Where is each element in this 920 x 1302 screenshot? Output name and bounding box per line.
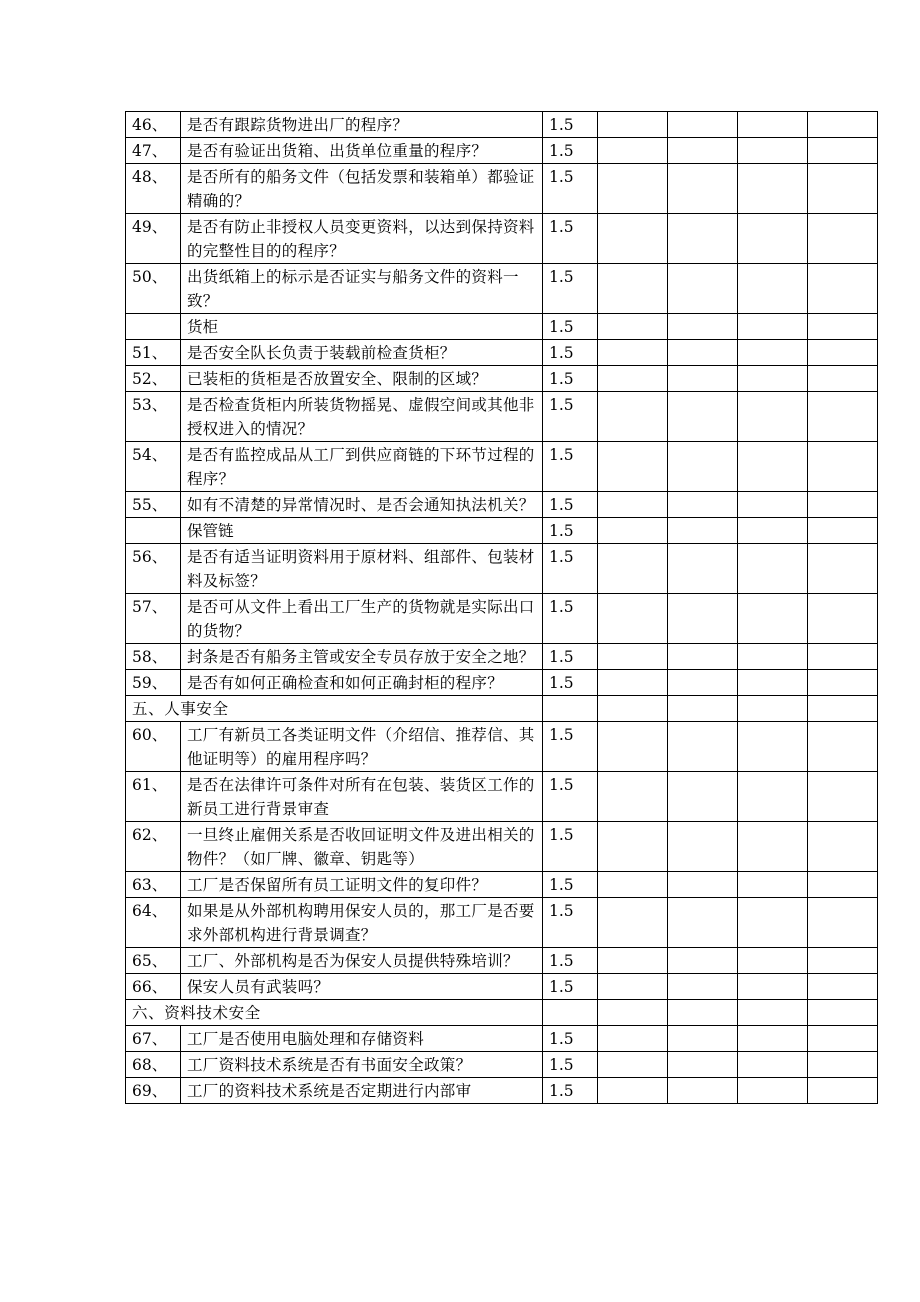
score-cell: 1.5 xyxy=(543,644,598,670)
check-cell-4 xyxy=(808,544,878,594)
check-cell-2 xyxy=(668,594,738,644)
score-cell: 1.5 xyxy=(543,670,598,696)
check-cell-2 xyxy=(668,214,738,264)
item-number: 51、 xyxy=(126,340,181,366)
table-row xyxy=(126,722,878,772)
check-cell-3 xyxy=(738,696,808,722)
item-number: 64、 xyxy=(126,898,181,948)
score-cell: 1.5 xyxy=(543,822,598,872)
check-cell-3 xyxy=(738,214,808,264)
question-text: 是否可从文件上看出工厂生产的货物就是实际出口的货物？ xyxy=(181,594,543,644)
table-row xyxy=(126,492,878,518)
check-cell-2 xyxy=(668,264,738,314)
table-row xyxy=(126,138,878,164)
check-cell-2 xyxy=(668,366,738,392)
check-cell-2 xyxy=(668,898,738,948)
check-cell-2 xyxy=(668,872,738,898)
question-text: 工厂资料技术系统是否有书面安全政策？ xyxy=(181,1052,543,1078)
score-cell: 1.5 xyxy=(543,492,598,518)
item-number: 46、 xyxy=(126,112,181,138)
check-cell-1 xyxy=(598,366,668,392)
question-text: 一旦终止雇佣关系是否收回证明文件及进出相关的物件？（如厂牌、徽章、钥匙等） xyxy=(181,822,543,872)
question-text: 是否有如何正确检查和如何正确封柜的程序？ xyxy=(181,670,543,696)
check-cell-1 xyxy=(598,314,668,340)
check-cell-1 xyxy=(598,772,668,822)
section-row xyxy=(126,696,878,722)
score-cell: 1.5 xyxy=(543,722,598,772)
check-cell-3 xyxy=(738,164,808,214)
score-cell: 1.5 xyxy=(543,366,598,392)
subsection-label: 保管链 xyxy=(181,518,543,544)
table-row xyxy=(126,1078,878,1104)
check-cell-2 xyxy=(668,164,738,214)
item-number: 69、 xyxy=(126,1078,181,1104)
score-cell: 1.5 xyxy=(543,264,598,314)
check-cell-2 xyxy=(668,1000,738,1026)
question-text: 工厂是否保留所有员工证明文件的复印件？ xyxy=(181,872,543,898)
check-cell-2 xyxy=(668,822,738,872)
score-cell: 1.5 xyxy=(543,442,598,492)
check-cell-3 xyxy=(738,1000,808,1026)
check-cell-4 xyxy=(808,1052,878,1078)
check-cell-2 xyxy=(668,670,738,696)
check-cell-3 xyxy=(738,366,808,392)
item-number xyxy=(126,518,181,544)
question-text: 工厂的资料技术系统是否定期进行内部审 xyxy=(181,1078,543,1104)
check-cell-2 xyxy=(668,1078,738,1104)
check-cell-4 xyxy=(808,492,878,518)
check-cell-3 xyxy=(738,722,808,772)
item-number xyxy=(126,314,181,340)
check-cell-2 xyxy=(668,948,738,974)
security-checklist-table xyxy=(125,111,878,1104)
check-cell-3 xyxy=(738,518,808,544)
question-text: 工厂、外部机构是否为保安人员提供特殊培训？ xyxy=(181,948,543,974)
item-number: 55、 xyxy=(126,492,181,518)
subsection-label: 货柜 xyxy=(181,314,543,340)
question-text: 是否在法律许可条件对所有在包装、装货区工作的新员工进行背景审查 xyxy=(181,772,543,822)
score-cell: 1.5 xyxy=(543,340,598,366)
question-text: 是否所有的船务文件（包括发票和装箱单）都验证精确的？ xyxy=(181,164,543,214)
question-text: 已装柜的货柜是否放置安全、限制的区域？ xyxy=(181,366,543,392)
item-number: 66、 xyxy=(126,974,181,1000)
item-number: 60、 xyxy=(126,722,181,772)
section-heading: 六、资料技术安全 xyxy=(126,1000,543,1026)
check-cell-2 xyxy=(668,772,738,822)
table-row xyxy=(126,366,878,392)
check-cell-1 xyxy=(598,1078,668,1104)
check-cell-3 xyxy=(738,1052,808,1078)
score-cell: 1.5 xyxy=(543,948,598,974)
check-cell-2 xyxy=(668,1026,738,1052)
score-cell: 1.5 xyxy=(543,518,598,544)
table-row xyxy=(126,974,878,1000)
table-row xyxy=(126,112,878,138)
check-cell-3 xyxy=(738,138,808,164)
question-text: 出货纸箱上的标示是否证实与船务文件的资料一致？ xyxy=(181,264,543,314)
score-cell: 1.5 xyxy=(543,594,598,644)
check-cell-4 xyxy=(808,670,878,696)
check-cell-2 xyxy=(668,518,738,544)
check-cell-1 xyxy=(598,1026,668,1052)
question-text: 是否有验证出货箱、出货单位重量的程序？ xyxy=(181,138,543,164)
check-cell-4 xyxy=(808,594,878,644)
item-number: 63、 xyxy=(126,872,181,898)
check-cell-1 xyxy=(598,974,668,1000)
question-text: 工厂是否使用电脑处理和存储资料 xyxy=(181,1026,543,1052)
check-cell-1 xyxy=(598,518,668,544)
check-cell-3 xyxy=(738,772,808,822)
check-cell-4 xyxy=(808,696,878,722)
item-number: 48、 xyxy=(126,164,181,214)
check-cell-3 xyxy=(738,112,808,138)
check-cell-4 xyxy=(808,644,878,670)
section-heading: 五、人事安全 xyxy=(126,696,543,722)
question-text: 是否有防止非授权人员变更资料，以达到保持资料的完整性目的的程序？ xyxy=(181,214,543,264)
check-cell-3 xyxy=(738,594,808,644)
table-row xyxy=(126,898,878,948)
check-cell-4 xyxy=(808,442,878,492)
check-cell-3 xyxy=(738,974,808,1000)
score-cell: 1.5 xyxy=(543,164,598,214)
check-cell-4 xyxy=(808,1026,878,1052)
item-number: 49、 xyxy=(126,214,181,264)
score-cell: 1.5 xyxy=(543,974,598,1000)
check-cell-3 xyxy=(738,314,808,340)
check-cell-2 xyxy=(668,1052,738,1078)
table-row xyxy=(126,392,878,442)
section-row xyxy=(126,1000,878,1026)
item-number: 61、 xyxy=(126,772,181,822)
check-cell-1 xyxy=(598,392,668,442)
item-number: 56、 xyxy=(126,544,181,594)
table-row xyxy=(126,1052,878,1078)
table-row xyxy=(126,872,878,898)
table-row xyxy=(126,264,878,314)
item-number: 62、 xyxy=(126,822,181,872)
score-cell: 1.5 xyxy=(543,1052,598,1078)
check-cell-4 xyxy=(808,366,878,392)
item-number: 53、 xyxy=(126,392,181,442)
check-cell-4 xyxy=(808,164,878,214)
item-number: 59、 xyxy=(126,670,181,696)
table-row xyxy=(126,948,878,974)
check-cell-1 xyxy=(598,670,668,696)
check-cell-3 xyxy=(738,544,808,594)
check-cell-1 xyxy=(598,1000,668,1026)
check-cell-1 xyxy=(598,340,668,366)
question-text: 是否有适当证明资料用于原材料、组部件、包装材料及标签？ xyxy=(181,544,543,594)
check-cell-3 xyxy=(738,264,808,314)
check-cell-3 xyxy=(738,340,808,366)
score-cell: 1.5 xyxy=(543,112,598,138)
check-cell-1 xyxy=(598,1052,668,1078)
item-number: 58、 xyxy=(126,644,181,670)
score-cell: 1.5 xyxy=(543,392,598,442)
check-cell-4 xyxy=(808,974,878,1000)
table-row xyxy=(126,772,878,822)
check-cell-4 xyxy=(808,314,878,340)
check-cell-3 xyxy=(738,948,808,974)
question-text: 封条是否有船务主管或安全专员存放于安全之地？ xyxy=(181,644,543,670)
score-cell xyxy=(543,1000,598,1026)
check-cell-3 xyxy=(738,442,808,492)
score-cell: 1.5 xyxy=(543,772,598,822)
check-cell-2 xyxy=(668,392,738,442)
check-cell-1 xyxy=(598,644,668,670)
table-row xyxy=(126,214,878,264)
score-cell xyxy=(543,696,598,722)
score-cell: 1.5 xyxy=(543,1078,598,1104)
check-cell-4 xyxy=(808,340,878,366)
question-text: 是否检查货柜内所装货物摇晃、虚假空间或其他非授权进入的情况？ xyxy=(181,392,543,442)
check-cell-1 xyxy=(598,264,668,314)
check-cell-1 xyxy=(598,822,668,872)
check-cell-4 xyxy=(808,392,878,442)
check-cell-1 xyxy=(598,442,668,492)
check-cell-4 xyxy=(808,214,878,264)
check-cell-2 xyxy=(668,722,738,772)
question-text: 如有不清楚的异常情况时、是否会通知执法机关？ xyxy=(181,492,543,518)
question-text: 是否有跟踪货物进出厂的程序？ xyxy=(181,112,543,138)
check-cell-3 xyxy=(738,822,808,872)
score-cell: 1.5 xyxy=(543,544,598,594)
item-number: 68、 xyxy=(126,1052,181,1078)
question-text: 工厂有新员工各类证明文件（介绍信、推荐信、其他证明等）的雇用程序吗？ xyxy=(181,722,543,772)
check-cell-1 xyxy=(598,544,668,594)
check-cell-1 xyxy=(598,112,668,138)
item-number: 57、 xyxy=(126,594,181,644)
check-cell-3 xyxy=(738,1026,808,1052)
check-cell-2 xyxy=(668,974,738,1000)
check-cell-1 xyxy=(598,594,668,644)
check-cell-2 xyxy=(668,112,738,138)
question-text: 是否有监控成品从工厂到供应商链的下环节过程的程序？ xyxy=(181,442,543,492)
check-cell-1 xyxy=(598,164,668,214)
table-row xyxy=(126,594,878,644)
table-row xyxy=(126,442,878,492)
check-cell-1 xyxy=(598,898,668,948)
question-text: 是否安全队长负责于装载前检查货柜？ xyxy=(181,340,543,366)
check-cell-4 xyxy=(808,264,878,314)
check-cell-4 xyxy=(808,898,878,948)
item-number: 52、 xyxy=(126,366,181,392)
table-row xyxy=(126,314,878,340)
item-number: 50、 xyxy=(126,264,181,314)
check-cell-3 xyxy=(738,392,808,442)
check-cell-2 xyxy=(668,544,738,594)
check-cell-4 xyxy=(808,1000,878,1026)
check-cell-3 xyxy=(738,492,808,518)
check-cell-3 xyxy=(738,872,808,898)
check-cell-3 xyxy=(738,1078,808,1104)
check-cell-4 xyxy=(808,138,878,164)
check-cell-2 xyxy=(668,644,738,670)
score-cell: 1.5 xyxy=(543,214,598,264)
check-cell-3 xyxy=(738,898,808,948)
score-cell: 1.5 xyxy=(543,138,598,164)
check-cell-1 xyxy=(598,138,668,164)
check-cell-4 xyxy=(808,772,878,822)
check-cell-2 xyxy=(668,492,738,518)
check-cell-3 xyxy=(738,644,808,670)
item-number: 67、 xyxy=(126,1026,181,1052)
check-cell-1 xyxy=(598,948,668,974)
check-cell-1 xyxy=(598,872,668,898)
check-cell-4 xyxy=(808,518,878,544)
table-row xyxy=(126,644,878,670)
table-row xyxy=(126,670,878,696)
table-row xyxy=(126,518,878,544)
table-row xyxy=(126,164,878,214)
check-cell-2 xyxy=(668,138,738,164)
check-cell-4 xyxy=(808,822,878,872)
table-row xyxy=(126,1026,878,1052)
check-cell-2 xyxy=(668,696,738,722)
score-cell: 1.5 xyxy=(543,872,598,898)
check-cell-1 xyxy=(598,492,668,518)
check-cell-2 xyxy=(668,340,738,366)
item-number: 54、 xyxy=(126,442,181,492)
check-cell-4 xyxy=(808,1078,878,1104)
score-cell: 1.5 xyxy=(543,898,598,948)
check-cell-1 xyxy=(598,722,668,772)
table-row xyxy=(126,544,878,594)
question-text: 保安人员有武装吗？ xyxy=(181,974,543,1000)
check-cell-3 xyxy=(738,670,808,696)
question-text: 如果是从外部机构聘用保安人员的，那工厂是否要求外部机构进行背景调查？ xyxy=(181,898,543,948)
check-cell-1 xyxy=(598,214,668,264)
check-cell-4 xyxy=(808,948,878,974)
table-row xyxy=(126,822,878,872)
check-cell-4 xyxy=(808,872,878,898)
item-number: 47、 xyxy=(126,138,181,164)
table-row xyxy=(126,340,878,366)
check-cell-2 xyxy=(668,314,738,340)
check-cell-4 xyxy=(808,112,878,138)
check-cell-4 xyxy=(808,722,878,772)
score-cell: 1.5 xyxy=(543,314,598,340)
item-number: 65、 xyxy=(126,948,181,974)
check-cell-1 xyxy=(598,696,668,722)
check-cell-2 xyxy=(668,442,738,492)
score-cell: 1.5 xyxy=(543,1026,598,1052)
